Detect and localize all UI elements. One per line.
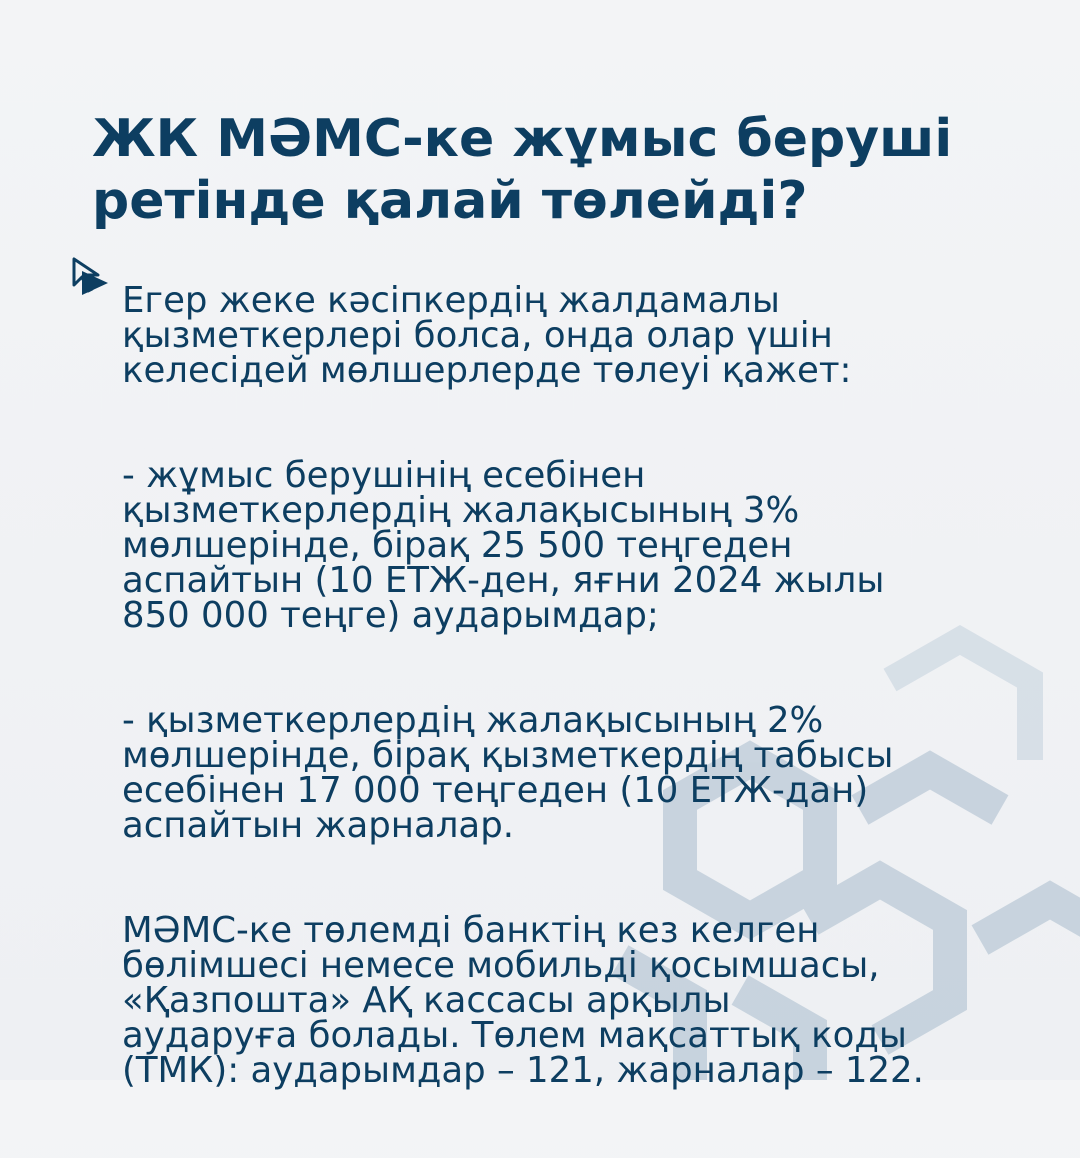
arrow-pointer-icon — [70, 255, 110, 295]
body-text — [122, 248, 1052, 1158]
page-title: ЖК МӘМС-ке жұмыс беруші ретінде қалай төлейді? — [92, 109, 953, 231]
payment-methods-paragraph: МӘМС-ке төлемді банктің кез келген бөлімшесі немесе мобильді қосымшасы, «Қазпошта» АҚ кассасы арқылы аударуға болады. Төлем мақсаттық коды (ТМК): аударымдар – 121, жарналар – 122. — [122, 910, 924, 1091]
employee-contributions-paragraph: - қызметкерлердің жалақысының 2% мөлшерінде, бірақ қызметкердің табысы есебінен 17 000 теңгеден (10 ЕТЖ-дан) аспайтын жарналар. — [122, 700, 894, 846]
employer-deductions-paragraph: - жұмыс берушінің есебінен қызметкерлердің жалақысының 3% мөлшерінде, бірақ 25 500 теңгеден аспайтын (10 ЕТЖ-ден, яғни 2024 жылы 850 000 теңге) аударымдар; — [122, 455, 885, 636]
intro-paragraph: Егер жеке кәсіпкердің жалдамалы қызметкерлері болса, онда олар үшін келесідей мөлшерлерде төлеуі қажет: — [122, 280, 852, 391]
